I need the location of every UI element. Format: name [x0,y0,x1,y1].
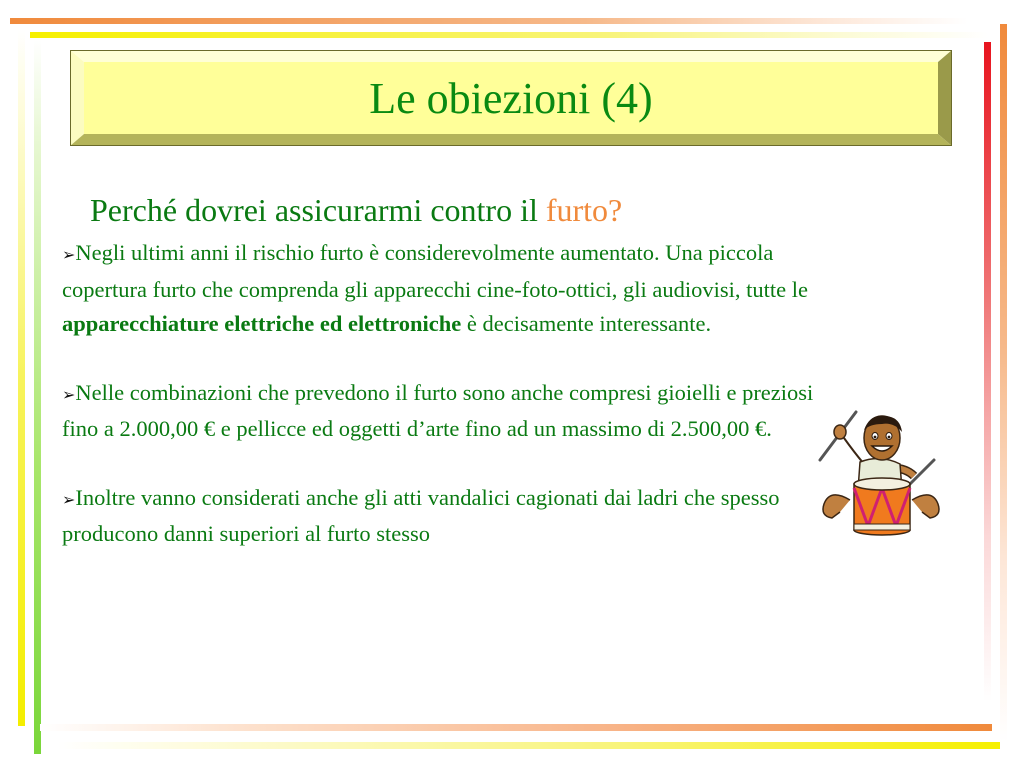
paragraph-1-bold: apparecchiature elettriche ed elettroniche [62,311,462,336]
frame-bar-bottom-orange [40,724,992,731]
paragraph-2-text: Nelle combinazioni che prevedono il furto sono anche compresi gioielli e preziosi fino a 2.000,00 € e pellicce ed oggetti d’arte fino ad un massimo di 2.500,00 €. [62,379,814,441]
title-box [70,50,952,146]
paragraph-1-text: Negli ultimi anni il rischio furto è considerevolmente aumentato. Una piccola copertura furto che comprenda gli apparecchi cine-foto-ottici, gli audiovisi, tutte le [62,240,808,302]
bullet-paragraph-3 [62,481,842,552]
paragraph-3-text: Inoltre vanno considerati anche gli atti vandalici cagionati dai ladri che spesso producono danni superiori al furto stesso [62,484,780,546]
frame-bar-left-green [34,40,41,754]
frame-bar-top-yellow [30,32,988,38]
arrow-bullet-icon: ➢ [62,245,76,264]
drummer-boy-icon [810,408,952,538]
bullet-paragraph-2 [62,376,842,447]
arrow-bullet-icon: ➢ [62,489,76,509]
paragraph-1-end: è decisamente interessante. [461,311,712,336]
slide-content [62,190,842,586]
question-highlight: furto? [545,192,623,228]
slide-question [90,190,842,230]
slide-title: Le obiezioni (4) [369,73,653,123]
frame-bar-left-yellow [18,30,25,726]
bullet-paragraph-1 [62,236,842,342]
frame-bar-top-orange [10,18,968,24]
frame-bar-right-orange [1000,24,1007,742]
question-text: Perché dovrei assicurarmi contro il [90,192,546,228]
frame-bar-bottom-yellow [58,742,1000,749]
arrow-bullet-icon: ➢ [62,384,76,404]
frame-bar-right-red [984,42,991,702]
